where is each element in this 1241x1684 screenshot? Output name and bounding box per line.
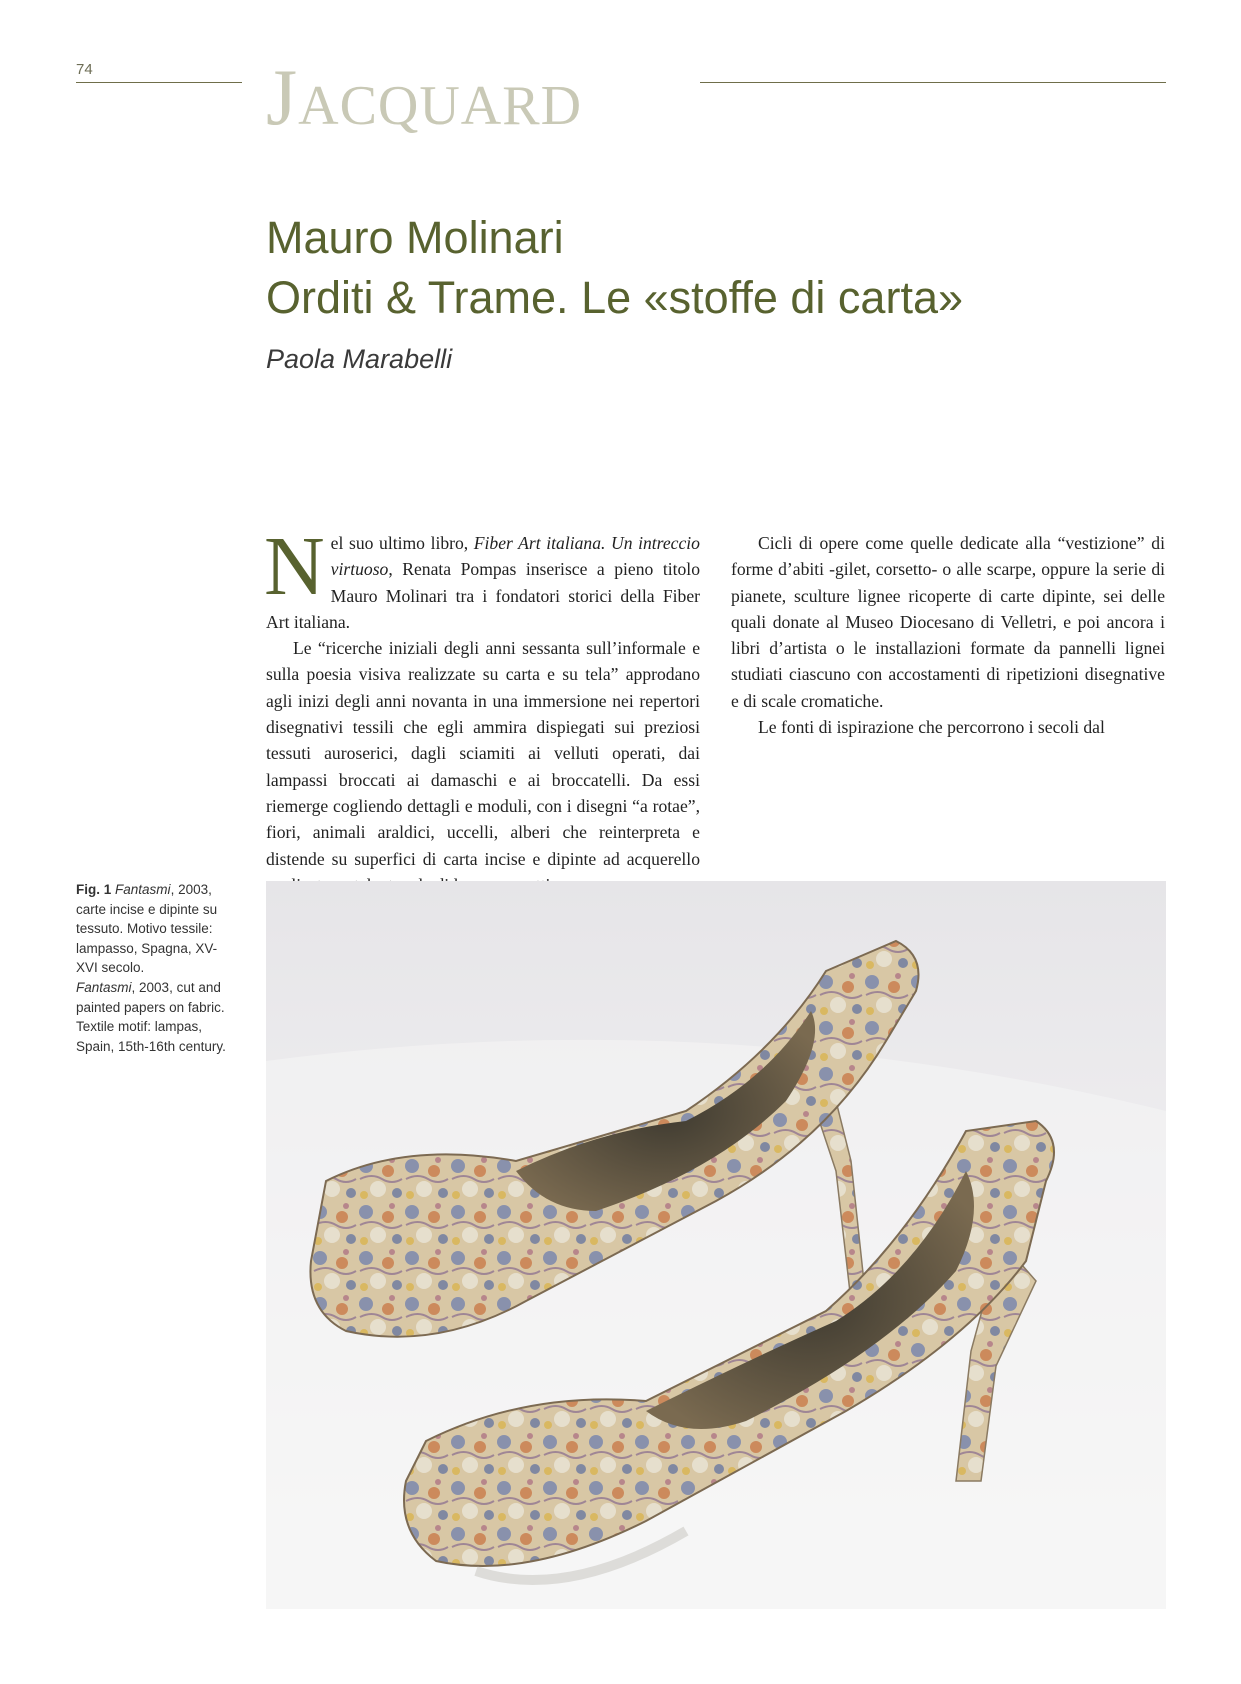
header-rule-left <box>76 82 242 83</box>
caption-text-it: , 2003, carte incise e dipinte su tessuto. Motivo tessile: lampasso, Spagna, XV-XVI secolo. <box>76 882 218 976</box>
painted-shoes-illustration <box>266 881 1166 1609</box>
drop-cap: N <box>264 520 325 613</box>
paragraph-1-start: el suo ultimo libro, <box>330 533 474 553</box>
paragraph-3: Cicli di opere come quelle dedicate alla “vestizione” di forme d’abiti -gilet, corsetto- o alle scarpe, oppure la serie di pianete, sculture lignee ricoperte di carte dipinte, sei delle quali donate al Museo Diocesano di Velletri, e poi ancora i libri d’artista o le installazioni formate da pannelli lignei studiati ciascuno con accostamenti di ripetizioni disegnative e di scale cromatiche. <box>731 533 1165 711</box>
page-number: 74 <box>76 61 93 78</box>
header-rule-right <box>700 82 1166 83</box>
title-line-1: Mauro Molinari <box>266 212 564 263</box>
text-column-2 <box>731 530 1165 740</box>
paragraph-1 <box>264 520 700 635</box>
paragraph-4: Le fonti di ispirazione che percorrono i secoli dal <box>758 717 1105 738</box>
title-line-2: Orditi & Trame. Le «stoffe di carta» <box>266 272 963 323</box>
text-column-1 <box>264 520 700 898</box>
caption-label: Fig. 1 <box>76 882 112 897</box>
caption-title-it: Fantasmi <box>115 882 171 897</box>
figure-caption <box>76 880 236 1056</box>
book-title: Fiber Art italiana. Un intreccio virtuoso <box>330 533 700 580</box>
paragraph-1-end: , Renata Pompas inserisce a pieno titolo Mauro Molinari tra i fondatori storici della Fiber Art italiana. <box>266 559 700 632</box>
caption-text-en: , 2003, cut and painted papers on fabric. Textile motif: lampas, Spain, 15th-16th century. <box>76 979 226 1054</box>
paragraph-2: Le “ricerche iniziali degli anni sessanta sull’informale e sulla poesia visiva realizzate su carta e su tela” approdano agli inizi degli anni novanta in una immersione nei repertori disegnativi tessili che egli ammira dispiegati sui preziosi tessuti auroserici, dagli sciamiti ai velluti operati, dai lampassi broccati ai damaschi e ai broccatelli. Da essi riemerge cogliendo dettagli e moduli, con i disegni “a rotae”, fiori, animali araldici, uccelli, alberi che reinterpreta e distende su superfici di carta incise e dipinte ad acquerello <box>266 638 700 869</box>
artwork-photo <box>266 881 1166 1609</box>
article-title <box>266 208 1166 328</box>
section-title: Jacquard <box>266 54 583 142</box>
article-author: Paola Marabelli <box>266 344 453 374</box>
caption-title-en: Fantasmi <box>76 979 132 995</box>
